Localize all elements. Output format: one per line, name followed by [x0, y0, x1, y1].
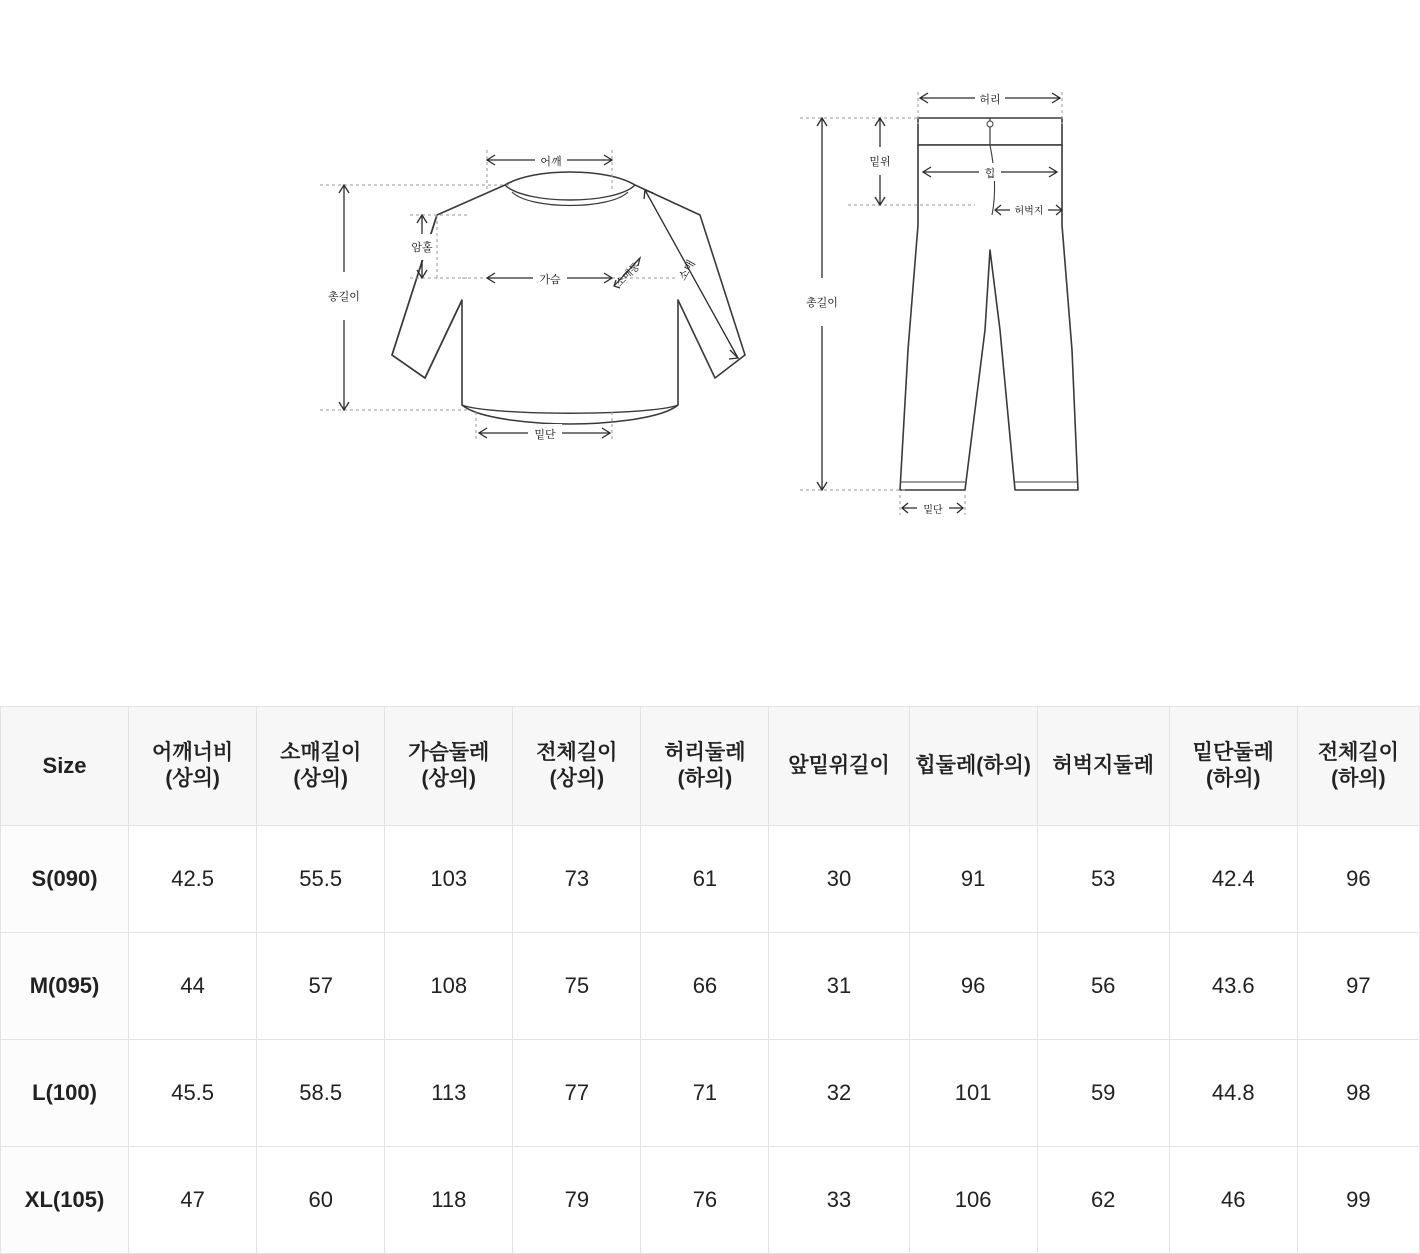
cell-value: 58.5	[257, 1040, 385, 1147]
cell-value: 96	[909, 933, 1037, 1040]
cell-value: 32	[769, 1040, 909, 1147]
cell-value: 55.5	[257, 826, 385, 933]
label-armhole: 암홀	[411, 242, 433, 254]
table-row	[1, 933, 1420, 1040]
cell-value: 47	[129, 1147, 257, 1254]
cell-value: 44.8	[1169, 1040, 1297, 1147]
cell-value: 42.4	[1169, 826, 1297, 933]
label-leg-opening: 밑단	[923, 505, 943, 516]
table-row	[1, 826, 1420, 933]
cell-value: 113	[385, 1040, 513, 1147]
column-header-thigh-circumference: 허벅지둘레	[1037, 707, 1169, 826]
row-header-size: S(090)	[1, 826, 129, 933]
cell-value: 53	[1037, 826, 1169, 933]
table-header-row	[1, 707, 1420, 826]
cell-value: 46	[1169, 1147, 1297, 1254]
cell-value: 73	[513, 826, 641, 933]
column-header-waist-circumference: 허리둘레(하의)	[641, 707, 769, 826]
cell-value: 44	[129, 933, 257, 1040]
cell-value: 98	[1297, 1040, 1419, 1147]
column-header-chest-circumference: 가슴둘레(상의)	[385, 707, 513, 826]
column-header-size: Size	[1, 707, 129, 826]
cell-value: 96	[1297, 826, 1419, 933]
cell-value: 33	[769, 1147, 909, 1254]
column-header-shoulder-width: 어깨너비(상의)	[129, 707, 257, 826]
cell-value: 108	[385, 933, 513, 1040]
cell-value: 75	[513, 933, 641, 1040]
label-waist: 허리	[979, 94, 1001, 106]
column-header-top-total-length: 전체길이(상의)	[513, 707, 641, 826]
cell-value: 99	[1297, 1147, 1419, 1254]
cell-value: 71	[641, 1040, 769, 1147]
cell-value: 91	[909, 826, 1037, 933]
cell-value: 42.5	[129, 826, 257, 933]
column-header-front-rise: 앞밑위길이	[769, 707, 909, 826]
column-header-leg-opening: 밑단둘레(하의)	[1169, 707, 1297, 826]
size-table	[0, 706, 1420, 1254]
cell-value: 62	[1037, 1147, 1169, 1254]
label-shoulder: 어깨	[540, 156, 562, 168]
column-header-sleeve-length: 소매길이(상의)	[257, 707, 385, 826]
label-thigh: 허벅지	[1014, 206, 1044, 217]
column-header-hip-circumference: 힙둘레(하의)	[909, 707, 1037, 826]
cell-value: 66	[641, 933, 769, 1040]
cell-value: 31	[769, 933, 909, 1040]
cell-value: 56	[1037, 933, 1169, 1040]
cell-value: 106	[909, 1147, 1037, 1254]
label-chest: 가슴	[539, 274, 561, 286]
size-table-head	[1, 707, 1420, 826]
cell-value: 97	[1297, 933, 1419, 1040]
size-table-wrapper	[0, 706, 1420, 1254]
cell-value: 61	[641, 826, 769, 933]
cell-value: 60	[257, 1147, 385, 1254]
cell-value: 103	[385, 826, 513, 933]
label-hip: 힙	[984, 168, 996, 180]
label-sleeve-opening: 소매통	[614, 261, 643, 290]
table-row	[1, 1147, 1420, 1254]
cell-value: 77	[513, 1040, 641, 1147]
column-header-pants-total-length: 전체길이(하의)	[1297, 707, 1419, 826]
label-top-hem: 밑단	[534, 429, 556, 441]
label-rise: 밑위	[869, 156, 891, 168]
cell-value: 59	[1037, 1040, 1169, 1147]
label-pants-total-length: 총길이	[806, 297, 838, 309]
cell-value: 45.5	[129, 1040, 257, 1147]
table-row	[1, 1040, 1420, 1147]
cell-value: 79	[513, 1147, 641, 1254]
cell-value: 57	[257, 933, 385, 1040]
cell-value: 76	[641, 1147, 769, 1254]
cell-value: 101	[909, 1040, 1037, 1147]
cell-value: 118	[385, 1147, 513, 1254]
label-top-total-length: 총길이	[328, 291, 360, 303]
pants-illustration	[800, 89, 1078, 517]
row-header-size: M(095)	[1, 933, 129, 1040]
label-sleeve: 소매	[676, 258, 698, 283]
cell-value: 30	[769, 826, 909, 933]
size-table-body	[1, 826, 1420, 1254]
row-header-size: L(100)	[1, 1040, 129, 1147]
cell-value: 43.6	[1169, 933, 1297, 1040]
top-garment-illustration	[320, 150, 745, 442]
row-header-size: XL(105)	[1, 1147, 129, 1254]
